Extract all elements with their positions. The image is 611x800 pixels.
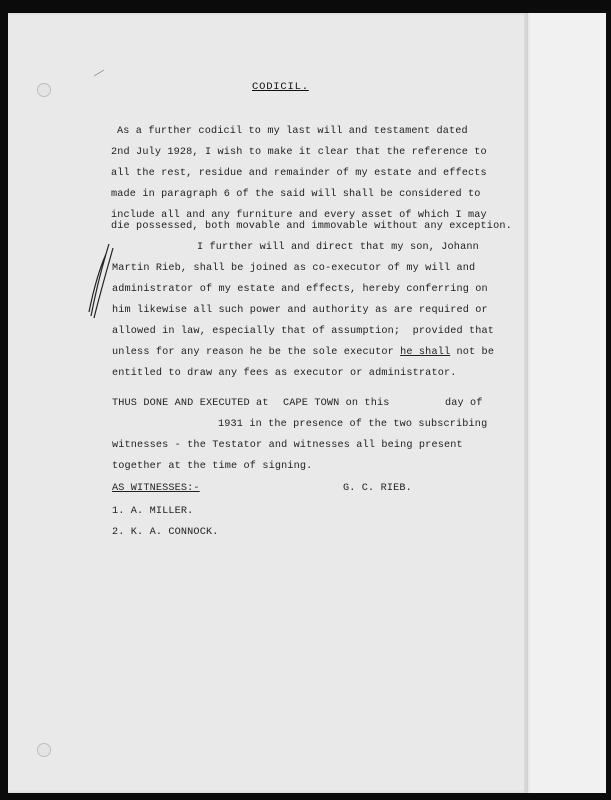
punch-hole-top xyxy=(37,83,51,97)
paragraph1-line: As a further codicil to my last will and testament dated xyxy=(117,126,468,137)
paragraph1-line: all the rest, residue and remainder of my estate and effects xyxy=(111,168,487,179)
execution-text: THUS DONE AND EXECUTED at xyxy=(112,398,269,409)
document-title: CODICIL. xyxy=(252,81,309,93)
handwritten-mark xyxy=(84,240,118,322)
paragraph2-line: allowed in law, especially that of assumption; provided that xyxy=(112,326,495,337)
paragraph1-line: 2nd July 1928, I wish to make it clear that the reference to xyxy=(111,147,487,158)
paragraph1-line: made in paragraph 6 of the said will shall be considered to xyxy=(111,189,481,200)
paragraph2-line: I further will and direct that my son, Johann xyxy=(197,242,479,253)
witnesses-heading: AS WITNESSES:- xyxy=(112,483,200,494)
paragraph1-line: include all and any furniture and every asset of which I may xyxy=(111,210,487,221)
paragraph2-line xyxy=(112,347,494,358)
execution-text: together at the time of signing. xyxy=(112,461,313,472)
testator-name: G. C. RIEB. xyxy=(343,483,412,494)
paragraph1-line: die possessed, both movable and immovable without any exception. xyxy=(111,221,512,232)
witness-name: 2. K. A. CONNOCK. xyxy=(112,527,219,538)
back-sheet xyxy=(521,13,606,793)
execution-text: CAPE TOWN on this xyxy=(283,398,390,409)
execution-text: day of xyxy=(445,398,483,409)
punch-hole-bottom xyxy=(37,743,51,757)
paragraph2-line: entitled to draw any fees as executor or administrator. xyxy=(112,368,457,379)
paragraph2-line: administrator of my estate and effects, hereby conferring on xyxy=(112,284,488,295)
execution-text: 1931 in the presence of the two subscribing xyxy=(218,419,488,430)
pencil-tick-mark xyxy=(92,68,106,78)
witness-name: 1. A. MILLER. xyxy=(112,506,194,517)
underlined-text: he shall xyxy=(400,347,451,358)
paragraph2-line: Martin Rieb, shall be joined as co-executor of my will and xyxy=(112,263,476,274)
paragraph2-text: unless for any reason he be the sole executor xyxy=(112,347,394,358)
paragraph2-line: him likewise all such power and authority as are required or xyxy=(112,305,488,316)
paragraph2-text: not be xyxy=(450,347,495,358)
execution-text: witnesses - the Testator and witnesses all being present xyxy=(112,440,463,451)
